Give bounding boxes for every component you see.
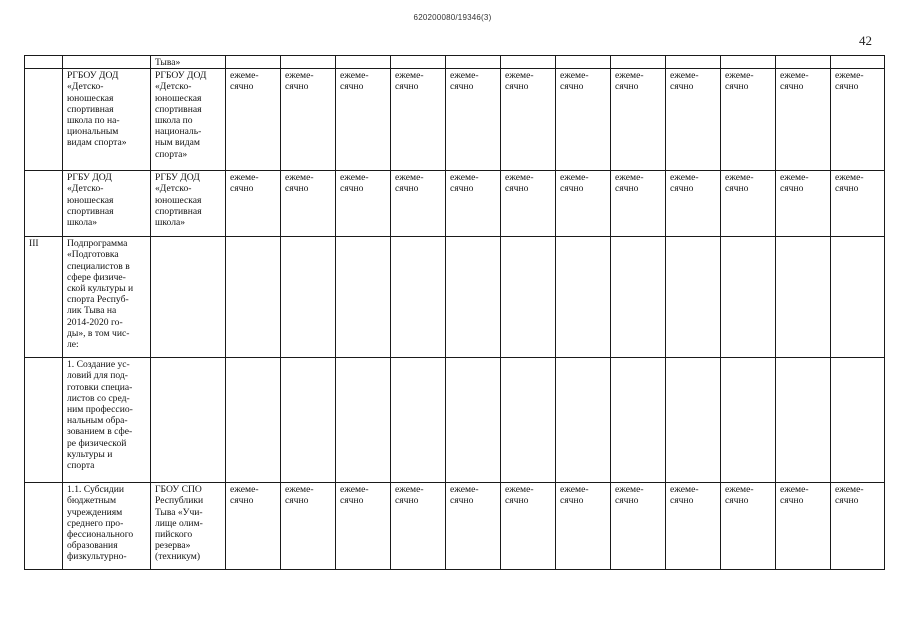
frequency-cell [776,358,831,483]
frequency-cell [776,56,831,69]
frequency-cell: ежеме- сячно [501,483,556,570]
frequency-cell [831,237,885,358]
frequency-cell [666,358,721,483]
frequency-cell: ежеме- сячно [501,69,556,171]
frequency-cell [336,56,391,69]
document-id: 620200080/19346(3) [413,13,492,22]
frequency-cell: ежеме- сячно [721,69,776,171]
frequency-cell [501,237,556,358]
schedule-table [24,55,885,570]
table-row [25,171,885,237]
executor-cell [151,237,226,358]
frequency-cell: ежеме- сячно [666,69,721,171]
frequency-cell: ежеме- сячно [391,171,446,237]
frequency-cell: ежеме- сячно [666,171,721,237]
frequency-cell: ежеме- сячно [446,171,501,237]
page-number: 42 [859,33,872,48]
executor-cell: ГБОУ СПО Республики Тыва «Учи- лище олим- пийского резерва» (техникум) [151,483,226,570]
frequency-cell [501,56,556,69]
table-body [25,56,885,570]
frequency-cell: ежеме- сячно [391,483,446,570]
frequency-cell: ежеме- сячно [776,171,831,237]
frequency-cell [391,237,446,358]
frequency-cell [611,56,666,69]
frequency-cell: ежеме- сячно [281,69,336,171]
table-row [25,237,885,358]
row-number-cell [25,358,63,483]
executor-cell: РГБУ ДОД «Детско- юношеская спортивная школа» [151,171,226,237]
frequency-cell [666,56,721,69]
frequency-cell: ежеме- сячно [721,483,776,570]
frequency-cell: ежеме- сячно [721,171,776,237]
frequency-cell: ежеме- сячно [501,171,556,237]
frequency-cell [226,56,281,69]
frequency-cell [226,358,281,483]
frequency-cell [556,56,611,69]
frequency-cell: ежеме- сячно [281,483,336,570]
frequency-cell [336,237,391,358]
row-number-cell [25,69,63,171]
frequency-cell: ежеме- сячно [281,171,336,237]
table-row [25,56,885,69]
frequency-cell [446,56,501,69]
measure-name-cell: РГБУ ДОД «Детско- юношеская спортивная школа» [63,171,151,237]
frequency-cell: ежеме- сячно [666,483,721,570]
frequency-cell [556,358,611,483]
frequency-cell: ежеме- сячно [611,171,666,237]
frequency-cell [721,56,776,69]
measure-name-cell: Подпрограмма «Подготовка специалистов в сфере физиче- ской культуры и спорта Респуб- лик Тыва на 2014-2020 го- ды», в том чис- ле: [63,237,151,358]
frequency-cell: ежеме- сячно [556,483,611,570]
frequency-cell: ежеме- сячно [556,171,611,237]
measure-name-cell: 1.1. Субсидии бюджетным учреждениям среднего про- фессионального образования физкультурно- [63,483,151,570]
measure-name-cell [63,56,151,69]
row-number-cell [25,483,63,570]
frequency-cell [831,358,885,483]
frequency-cell [831,56,885,69]
frequency-cell: ежеме- сячно [776,69,831,171]
frequency-cell [776,237,831,358]
frequency-cell: ежеме- сячно [831,69,885,171]
frequency-cell [226,237,281,358]
frequency-cell: ежеме- сячно [336,69,391,171]
frequency-cell [556,237,611,358]
frequency-cell [721,358,776,483]
frequency-cell: ежеме- сячно [831,171,885,237]
frequency-cell [501,358,556,483]
frequency-cell [721,237,776,358]
frequency-cell: ежеме- сячно [226,483,281,570]
measure-name-cell: РГБОУ ДОД «Детско- юношеская спортивная школа по на- циональным видам спорта» [63,69,151,171]
frequency-cell [611,237,666,358]
frequency-cell [281,56,336,69]
frequency-cell [666,237,721,358]
frequency-cell [446,358,501,483]
frequency-cell [391,56,446,69]
frequency-cell [446,237,501,358]
frequency-cell: ежеме- сячно [611,483,666,570]
frequency-cell: ежеме- сячно [776,483,831,570]
frequency-cell: ежеме- сячно [226,171,281,237]
executor-cell: Тыва» [151,56,226,69]
row-number-cell [25,171,63,237]
frequency-cell: ежеме- сячно [556,69,611,171]
frequency-cell: ежеме- сячно [446,483,501,570]
frequency-cell [336,358,391,483]
frequency-cell [391,358,446,483]
frequency-cell [281,237,336,358]
frequency-cell: ежеме- сячно [336,171,391,237]
frequency-cell [611,358,666,483]
table-row [25,69,885,171]
row-number-cell [25,56,63,69]
executor-cell: РГБОУ ДОД «Детско- юношеская спортивная школа по националь- ным видам спорта» [151,69,226,171]
row-number-cell: III [25,237,63,358]
frequency-cell: ежеме- сячно [831,483,885,570]
frequency-cell: ежеме- сячно [446,69,501,171]
table-row [25,358,885,483]
measure-name-cell: 1. Создание ус- ловий для под- готовки специа- листов со сред- ним профессио- нальным обра- зованием в сфе- ре физической культуры и спорта [63,358,151,483]
frequency-cell [281,358,336,483]
frequency-cell: ежеме- сячно [336,483,391,570]
frequency-cell: ежеме- сячно [226,69,281,171]
executor-cell [151,358,226,483]
table-row [25,483,885,570]
frequency-cell: ежеме- сячно [391,69,446,171]
frequency-cell: ежеме- сячно [611,69,666,171]
